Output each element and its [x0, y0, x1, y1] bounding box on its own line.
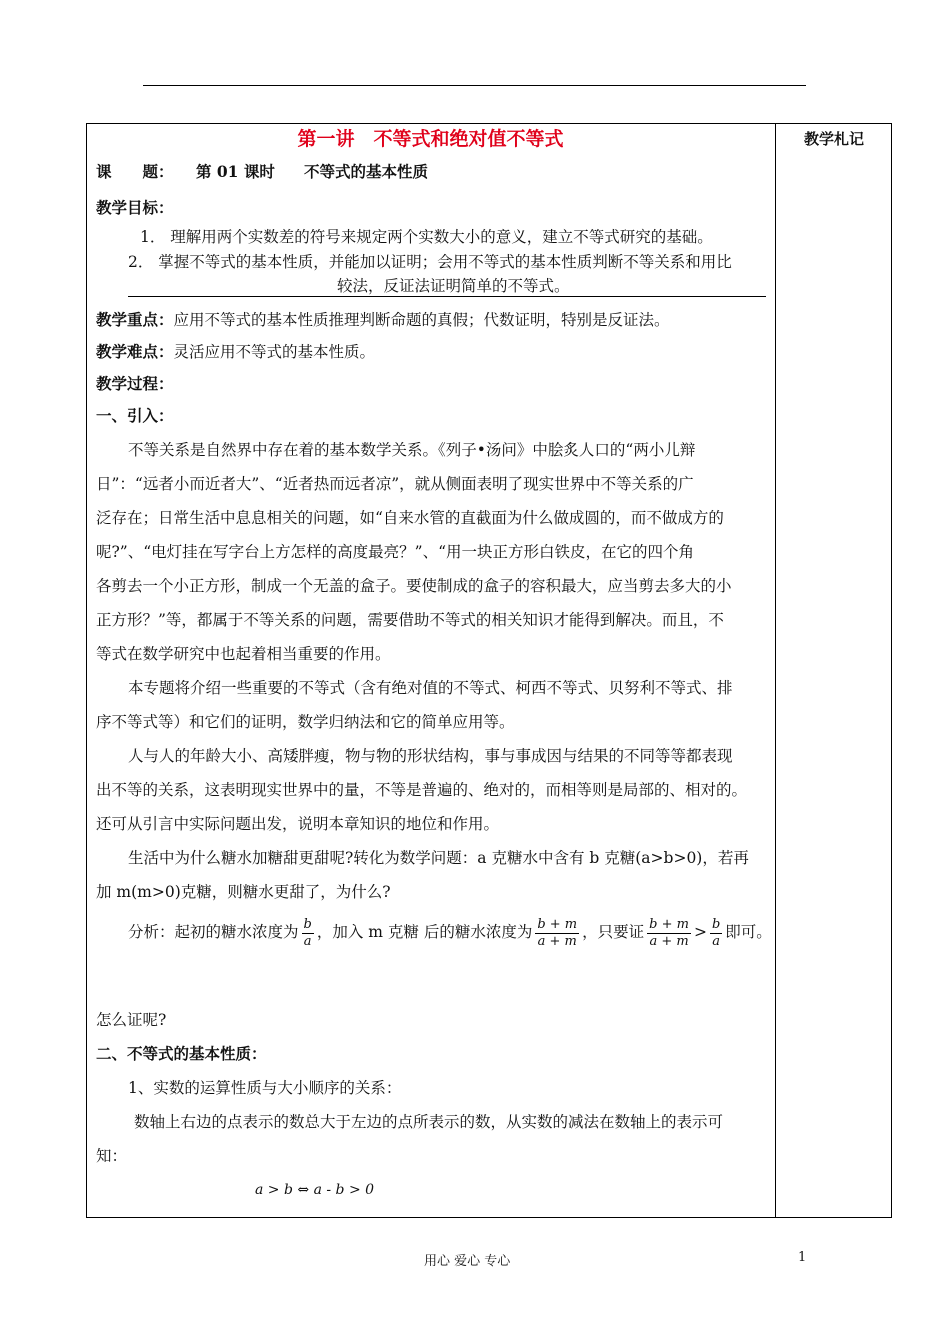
paragraph-line: 不等关系是自然界中存在着的基本数学关系。《列子•汤问》中脍炙人口的“两小儿辩: [128, 441, 696, 459]
difficulties: [96, 342, 375, 362]
fraction-denominator: a: [712, 933, 721, 949]
fraction-denominator: a + m: [649, 933, 689, 949]
fraction-bm-over-am: [535, 917, 579, 950]
key-points-label: 教学重点：: [96, 310, 174, 329]
section-2-heading: 二、不等式的基本性质：: [96, 1044, 267, 1063]
fraction-numerator: b: [711, 916, 721, 932]
topic-name: 不等式的基本性质: [304, 162, 429, 181]
key-points-text: 应用不等式的基本性质推理判断命题的真假；代数证明，特别是反证法。: [173, 311, 670, 329]
paragraph-line: 人与人的年龄大小、高矮胖瘦，物与物的形状结构，事与事成因与结果的不同等等都表现: [128, 747, 733, 765]
fraction-denominator: a + m: [537, 933, 577, 949]
difficulties-label: 教学难点：: [96, 342, 174, 361]
header-rule: [143, 85, 806, 86]
analysis-middle: ，加入 m 克糖 后的糖水浓度为: [316, 923, 533, 941]
paragraph-line: 呢?”、“电灯挂在写字台上方怎样的高度最亮？”、“用一块正方形白铁皮，在它的四个角: [96, 543, 695, 561]
paragraph-line: 等式在数学研究中也起着相当重要的作用。: [96, 645, 391, 663]
greater-than-sign: >: [693, 923, 707, 941]
section-2-item-1: 1、实数的运算性质与大小顺序的关系：: [128, 1079, 402, 1097]
fraction-numerator: b: [303, 916, 312, 932]
section-1-heading: 一、引入：: [96, 406, 174, 425]
paragraph-line: 数轴上右边的点表示的数总大于左边的点所表示的数，从实数的减法在数轴上的表示可: [134, 1113, 724, 1131]
fraction-numerator: b + m: [649, 916, 689, 932]
analysis-line: [128, 912, 772, 952]
paragraph-line: 出不等的关系，这表明现实世界中的量，不等是普遍的、绝对的，而相等则是局部的、相对的。: [96, 781, 748, 799]
page-number: 1: [798, 1250, 807, 1265]
fraction-numerator: b + m: [537, 916, 578, 932]
paragraph-line: 序不等式等）和它们的证明，数学归纳法和它的简单应用等。: [96, 713, 515, 731]
objectives-rule: [128, 296, 766, 297]
paragraph-line: 加 m(m>0)克糖，则糖水更甜了，为什么?: [96, 883, 391, 901]
paragraph-line: 生活中为什么糖水加糖甜更甜呢?转化为数学问题：a 克糖水中含有 b 克糖(a>b>0)，若再: [128, 849, 749, 867]
column-divider: [775, 123, 776, 1218]
paragraph-line: 知：: [96, 1147, 128, 1165]
paragraph-line: 还可从引言中实际问题出发，说明本章知识的地位和作用。: [96, 815, 500, 833]
fraction-denominator: a: [303, 933, 312, 949]
footer-slogan: 用心 爱心 专心: [424, 1254, 511, 1269]
analysis-suffix: 即可。: [725, 923, 772, 941]
analysis-prefix: 分析：起初的糖水浓度为: [128, 923, 299, 941]
formula-a-greater-b: a > b ⇔ a - b > 0: [255, 1182, 375, 1198]
lecture-title: 第一讲 不等式和绝对值不等式: [297, 128, 564, 150]
process-label: 教学过程：: [96, 374, 174, 393]
paragraph-line: 正方形？”等，都属于不等关系的问题，需要借助不等式的相关知识才能得到解决。而且，不: [96, 611, 724, 629]
question-line: 怎么证呢?: [96, 1011, 167, 1029]
topic-period: 第 01 课时: [196, 162, 275, 181]
key-points: [96, 310, 670, 330]
objective-item-2-line-1: 2． 掌握不等式的基本性质，并能加以证明；会用不等式的基本性质判断不等关系和用比: [128, 253, 732, 271]
paragraph-line: 日”：“远者小而近者大”、“近者热而远者凉”，就从侧面表明了现实世界中不等关系的广: [96, 475, 694, 493]
notes-column-header: 教学札记: [803, 130, 864, 148]
objective-item-1: 1． 理解用两个实数差的符号来规定两个实数大小的意义，建立不等式研究的基础。: [140, 228, 713, 246]
paragraph-line: 泛存在；日常生活中息息相关的问题，如“自来水管的直截面为什么做成圆的，而不做成方的: [96, 509, 724, 527]
analysis-middle-2: ，只要证: [582, 923, 645, 941]
fraction-b-over-a: [710, 917, 722, 950]
objective-item-2-line-2: 较法，反证法证明简单的不等式。: [337, 277, 570, 295]
paragraph-line: 各剪去一个小正方形，制成一个无盖的盒子。要使制成的盒子的容积最大，应当剪去多大的小: [96, 577, 732, 595]
difficulties-text: 灵活应用不等式的基本性质。: [173, 343, 376, 361]
paragraph-line: 本专题将介绍一些重要的不等式（含有绝对值的不等式、柯西不等式、贝努利不等式、排: [128, 679, 733, 697]
topic-label: 课 题：: [96, 162, 174, 181]
objectives-label: 教学目标：: [96, 198, 174, 217]
fraction-bm-over-am: [647, 917, 691, 950]
fraction-b-over-a: [302, 917, 314, 950]
